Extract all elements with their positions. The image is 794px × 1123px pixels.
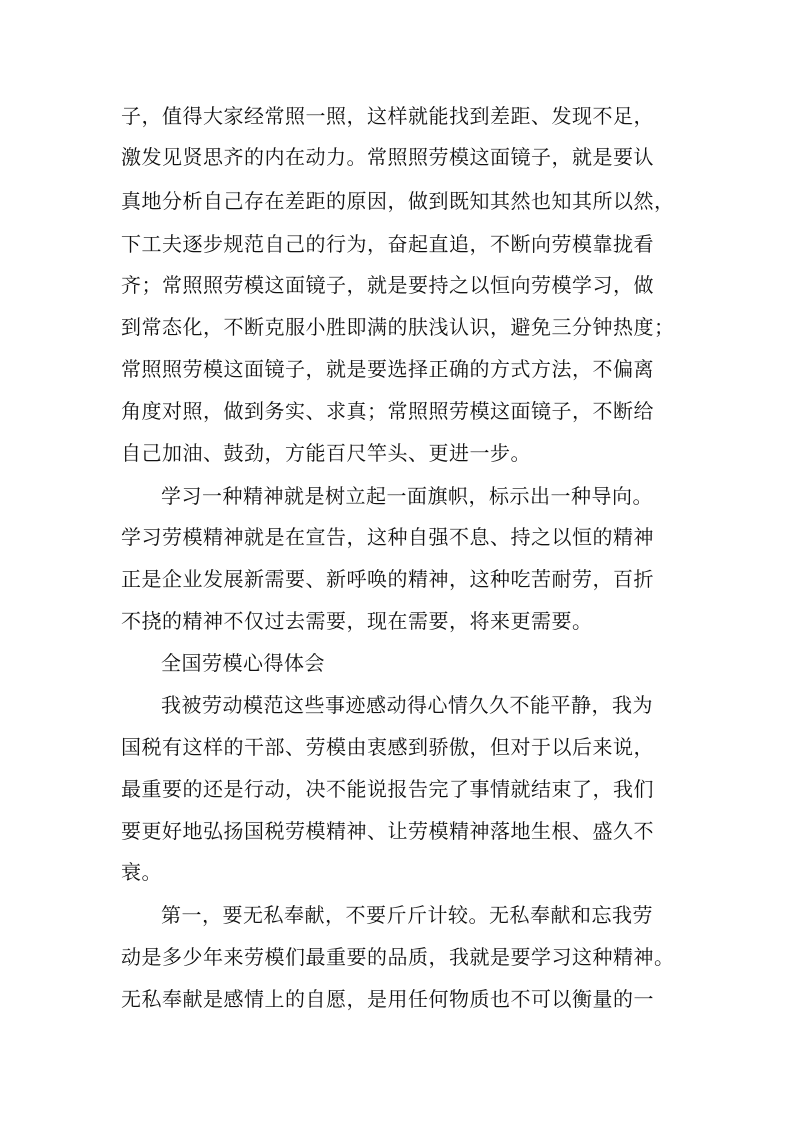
text-line: 要更好地弘扬国税劳模精神、让劳模精神落地生根、盛久不 [121,819,654,843]
text-line: 最重要的还是行动，决不能说报告完了事情就结束了，我们 [121,777,654,801]
text-line: 不挠的精神不仅过去需要，现在需要，将来更需要。 [121,609,593,633]
paragraph-start-line: 我被劳动模范这些事迹感动得心情久久不能平静，我为 [161,693,653,717]
text-line: 真地分析自己存在差距的原因，做到既知其然也知其所以然， [121,189,675,213]
section-heading: 全国劳模心得体会 [161,651,325,675]
paragraph-start-line: 学习一种精神就是树立起一面旗帜，标示出一种导向。 [161,484,653,508]
paragraph-start-line: 第一，要无私奉献，不要斤斤计较。无私奉献和忘我劳 [161,903,653,927]
text-line: 常照照劳模这面镜子，就是要选择正确的方式方法，不偏离 [121,357,654,381]
text-line: 子，值得大家经常照一照，这样就能找到差距、发现不足， [121,104,654,128]
text-line: 动是多少年来劳模们最重要的品质，我就是要学习这种精神。 [121,945,675,969]
text-line: 学习劳模精神就是在宣告，这种自强不息、持之以恒的精神 [121,525,654,549]
text-line: 自己加油、鼓劲，方能百尺竿头、更进一步。 [121,441,531,465]
text-line: 国税有这样的干部、劳模由衷感到骄傲，但对于以后来说， [121,735,654,759]
text-line: 角度对照，做到务实、求真；常照照劳模这面镜子，不断给 [121,399,654,423]
text-line: 齐；常照照劳模这面镜子，就是要持之以恒向劳模学习，做 [121,273,654,297]
text-line: 无私奉献是感情上的自愿，是用任何物质也不可以衡量的一 [121,987,654,1011]
text-line: 正是企业发展新需要、新呼唤的精神，这种吃苦耐劳，百折 [121,567,654,591]
text-line: 激发见贤思齐的内在动力。常照照劳模这面镜子，就是要认 [121,145,654,169]
text-line: 下工夫逐步规范自己的行为，奋起直追，不断向劳模靠拢看 [121,232,654,256]
text-line: 衰。 [121,860,162,884]
text-line: 到常态化，不断克服小胜即满的肤浅认识，避免三分钟热度； [121,315,675,339]
